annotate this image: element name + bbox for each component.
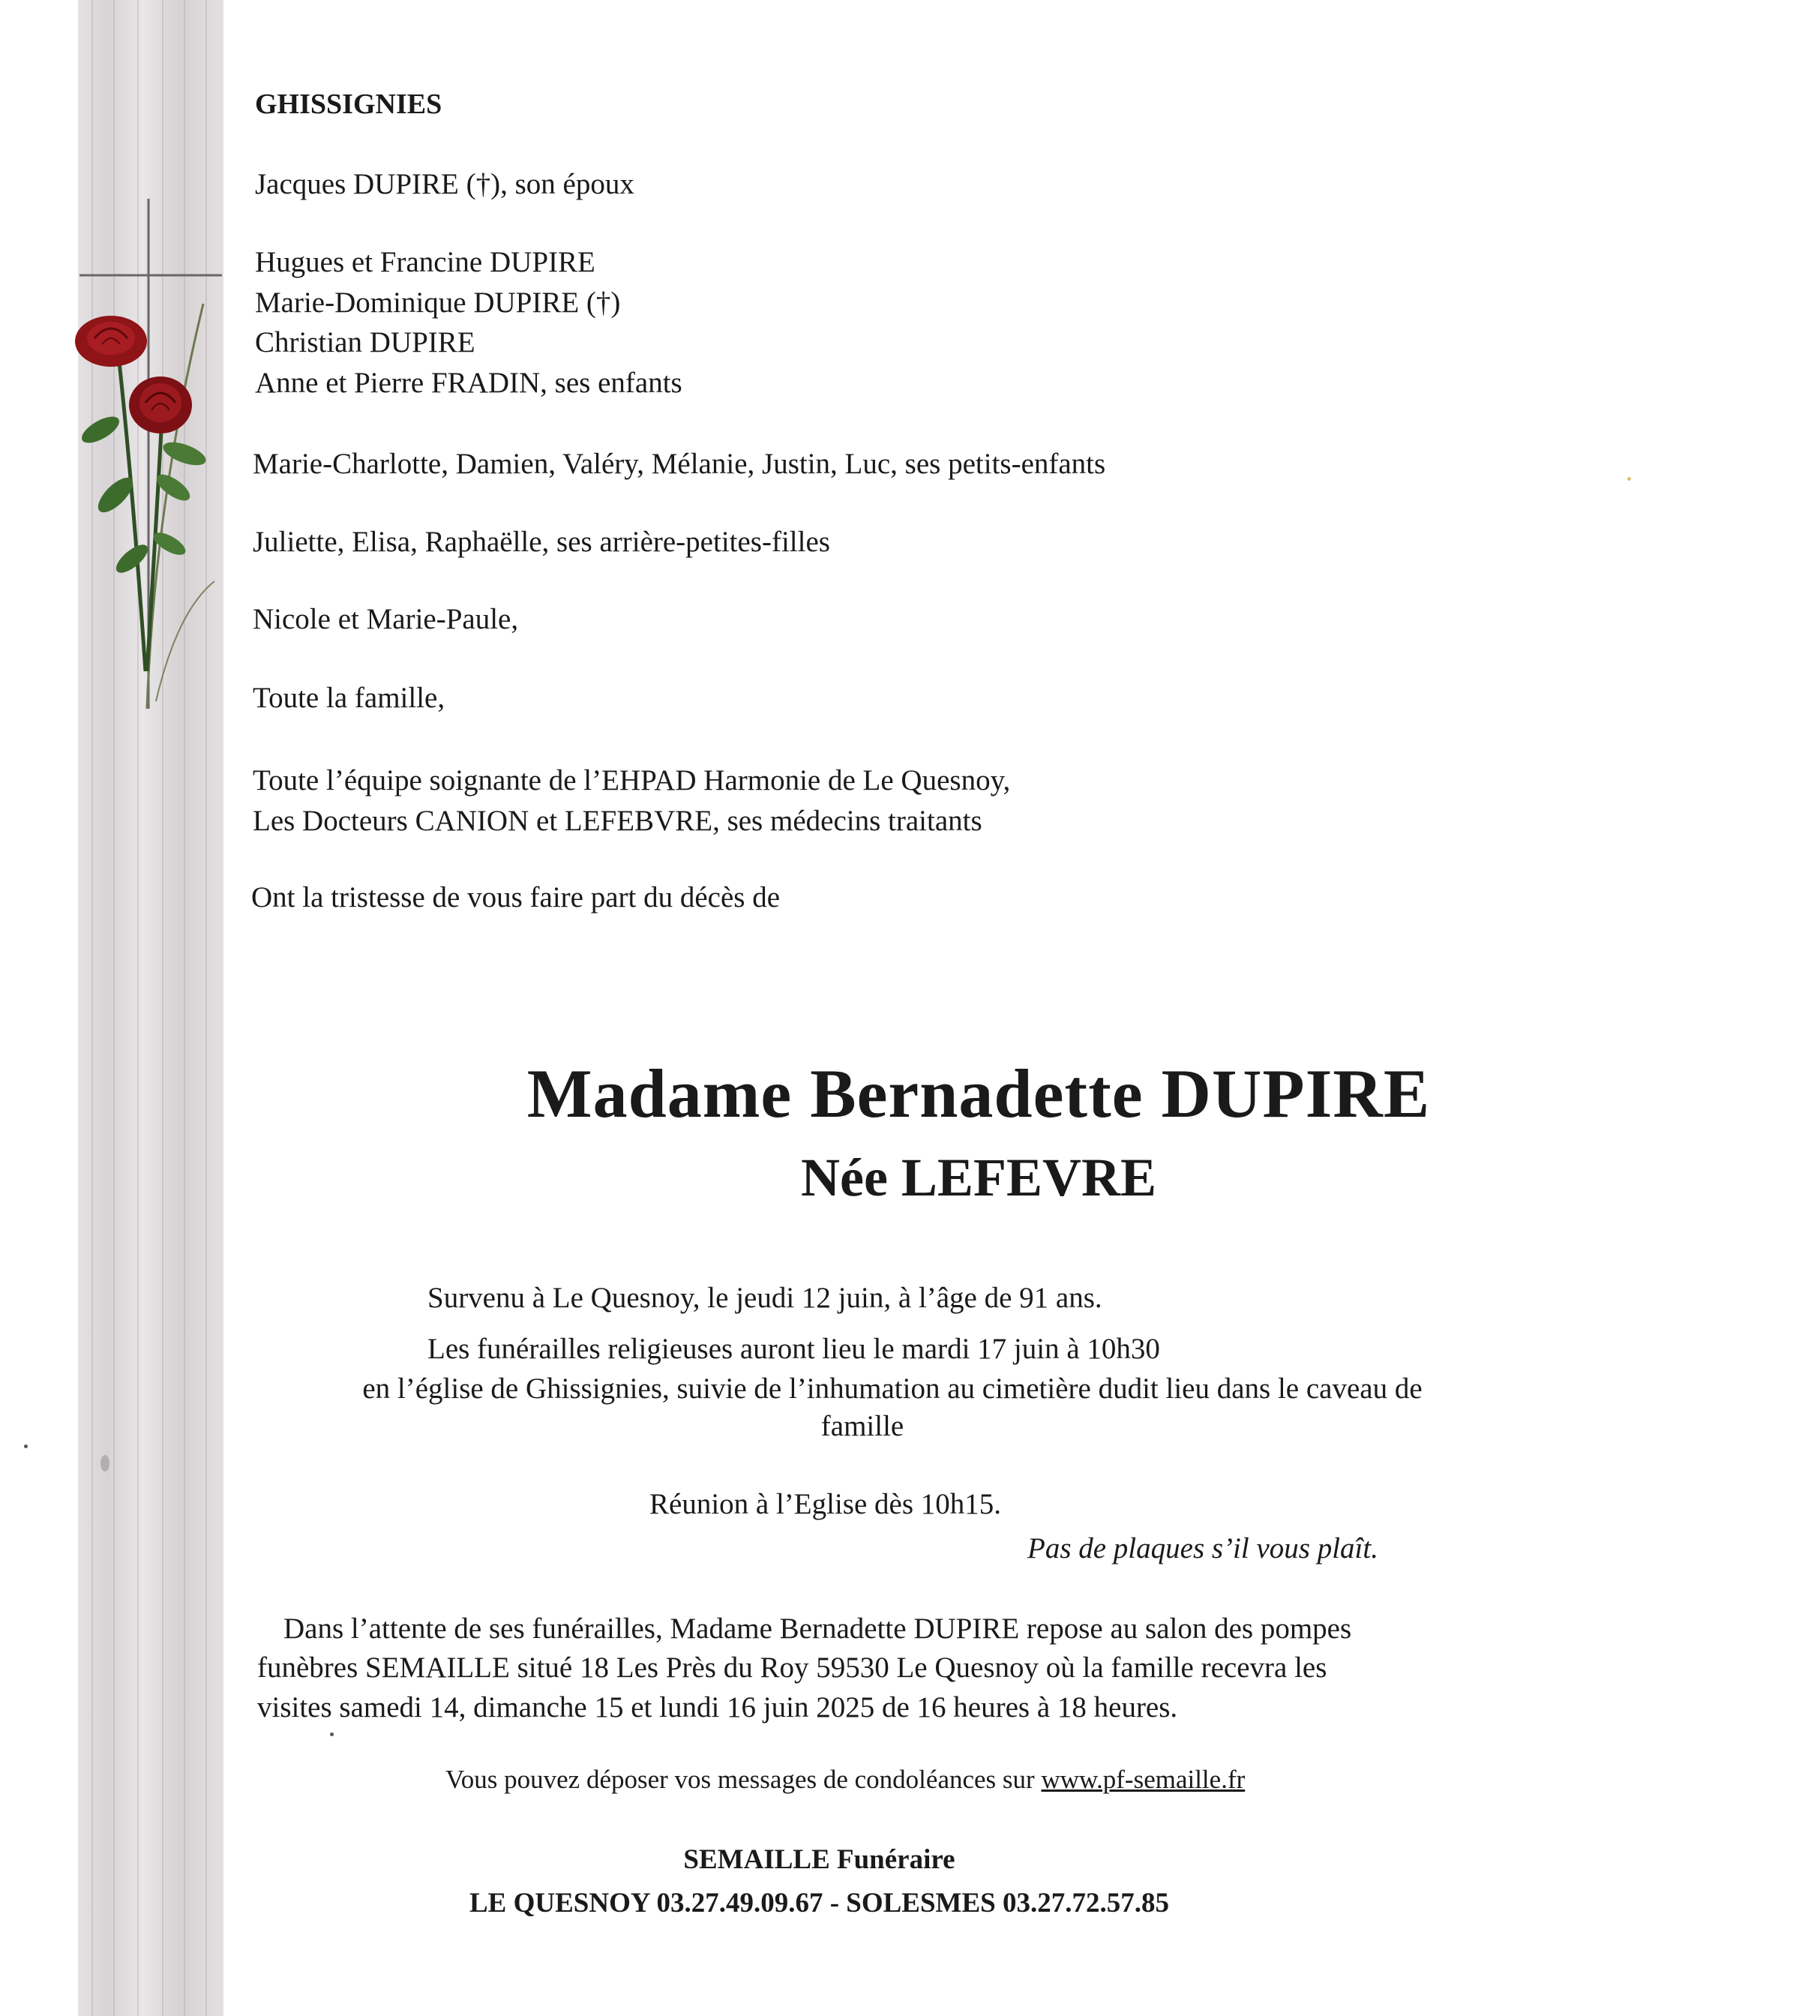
deceased-name: Madame Bernadette DUPIRE bbox=[526, 1055, 1431, 1132]
wood-knot bbox=[100, 1455, 109, 1472]
whole-family-line: Toute la famille, bbox=[253, 682, 445, 714]
child-line: Marie-Dominique DUPIRE (†) bbox=[255, 286, 621, 319]
care-team-line: Toute l’équipe soignante de l’EHPAD Harmonie de Le Quesnoy, bbox=[253, 764, 1011, 796]
company-name: SEMAILLE Funéraire bbox=[683, 1844, 955, 1875]
town-heading: GHISSIGNIES bbox=[255, 88, 442, 120]
spouse-line: Jacques DUPIRE (†), son époux bbox=[255, 168, 634, 200]
leaf bbox=[112, 540, 152, 578]
condolences-text: Vous pouvez déposer vos messages de condoléances sur bbox=[445, 1765, 1035, 1794]
leaf bbox=[78, 412, 123, 448]
funeral-line: famille bbox=[820, 1410, 904, 1442]
others-line: Nicole et Marie-Paule, bbox=[253, 603, 519, 635]
visitation-line: Dans l’attente de ses funérailles, Madame Bernadette DUPIRE repose au salon des pompes bbox=[283, 1612, 1352, 1645]
leaf bbox=[160, 437, 209, 470]
condolences-line bbox=[445, 1762, 1245, 1797]
rose-flower-top bbox=[75, 316, 147, 367]
visitation-line: funèbres SEMAILLE situé 18 Les Près du Roy 59530 Le Quesnoy où la famille recevra les bbox=[257, 1652, 1327, 1684]
funeral-line: en l’église de Ghissignies, suivie de l’inhumation au cimetière dudit lieu dans le caveau de bbox=[362, 1372, 1423, 1405]
company-phones: LE QUESNOY 03.27.49.09.67 - SOLESMES 03.27.72.57.85 bbox=[469, 1888, 1169, 1918]
great-grandchildren-line: Juliette, Elisa, Raphaëlle, ses arrière-petites-filles bbox=[253, 526, 830, 558]
meeting-line: Réunion à l’Eglise dès 10h15. bbox=[649, 1488, 1002, 1520]
child-line: Hugues et Francine DUPIRE bbox=[255, 246, 595, 278]
cross-with-roses-image bbox=[72, 191, 252, 716]
rose-flower-bottom bbox=[129, 376, 192, 434]
child-line: Anne et Pierre FRADIN, ses enfants bbox=[255, 367, 682, 399]
scan-speck bbox=[330, 1732, 334, 1736]
maiden-name: Née LEFEVRE bbox=[801, 1148, 1156, 1208]
scan-speck bbox=[24, 1444, 28, 1448]
funeral-line: Les funérailles religieuses auront lieu le mardi 17 juin à 10h30 bbox=[427, 1333, 1160, 1365]
announcement-line: Ont la tristesse de vous faire part du décès de bbox=[251, 881, 781, 914]
scan-speck bbox=[1627, 477, 1631, 481]
death-details-line: Survenu à Le Quesnoy, le jeudi 12 juin, à l’âge de 91 ans. bbox=[427, 1282, 1102, 1314]
care-team-line: Les Docteurs CANION et LEFEBVRE, ses médecins traitants bbox=[253, 805, 982, 837]
no-plaques-line: Pas de plaques s’il vous plaît. bbox=[1027, 1532, 1378, 1564]
visitation-line: visites samedi 14, dimanche 15 et lundi 16 juin 2025 de 16 heures à 18 heures. bbox=[257, 1691, 1178, 1724]
condolences-website-link[interactable]: www.pf-semaille.fr bbox=[1041, 1765, 1246, 1794]
grandchildren-line: Marie-Charlotte, Damien, Valéry, Mélanie, Justin, Luc, ses petits-enfants bbox=[253, 448, 1106, 480]
child-line: Christian DUPIRE bbox=[255, 326, 475, 358]
